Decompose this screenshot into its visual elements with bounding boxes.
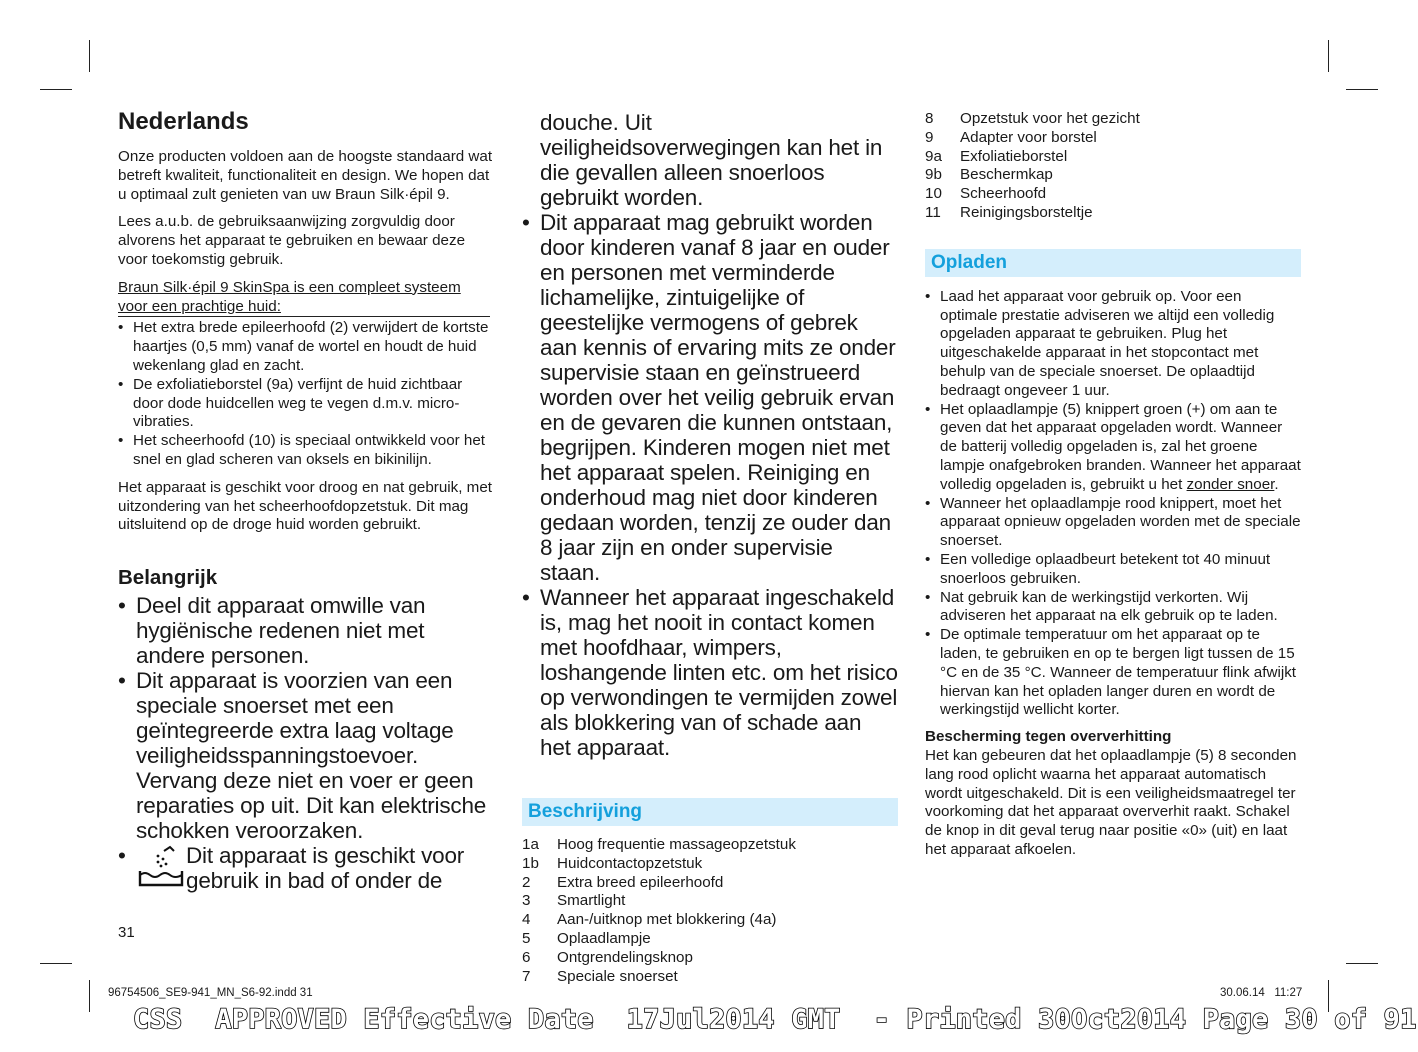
bath-shower-icon [136,843,186,891]
charging-bullet: • De optimale temperatuur om het apparaat op te laden, te gebruiken en op te bergen ligt tussen de 15 °C en de 35 °C. Wanneer de temperatuur flink afwijkt hiervan kan het opladen langer duren en wordt de werkingstijd wellicht korter. [925,626,1301,720]
footer-date: 30.06.14 11:27 [1220,987,1303,999]
column-1 [118,108,494,893]
list-item: 1b Huidcontactopzetstuk [522,854,703,872]
charging-bullet: • Een volledige oplaadbeurt betekent tot 40 minuut snoerloos gebruiken. [925,551,1301,589]
list-item: 8 Opzetstuk voor het gezicht [925,110,1140,127]
list-item: 9a Exfoliatieborstel [925,147,1068,165]
divider [118,316,490,317]
important-bullet: • Dit apparaat is voorzien van een speciale snoerset met een geïntegreerde extra laag voltage veiligheidsspanningstoevoer. Vervang deze niet en voer er geen reparaties op uit. Dit kan elektrische schokken veroorzaken. [118,668,494,843]
crop-mark [89,40,90,72]
charging-bullet: • Wanneer het oplaadlampje rood knippert, moet het apparaat opnieuw opgeladen worden met de speciale snoerset. [925,495,1301,551]
read-instructions-paragraph: Lees a.u.b. de gebruiksaanwijzing zorgvuldig door alvorens het apparaat te gebruiken en bewaar deze voor toekomstig gebruik. [118,213,466,268]
footer-file: 96754506_SE9-941_MN_S6-92.indd 31 [108,987,313,999]
charging-heading: Opladen [925,249,1301,277]
charging-bullet: • Het oplaadlampje (5) knippert groen (+) om aan te geven dat het apparaat opgeladen wordt. Wanneer de batterij volledig opgeladen is, zal het groene lampje onafgebroken branden. Wanneer het apparaat volledig opgeladen is, gebruikt u het zonder snoer. [925,401,1301,495]
list-item: 1a Hoog frequentie massageopzetstuk [522,836,796,853]
crop-mark [1346,89,1378,90]
column-2 [522,110,898,986]
crop-mark [1328,40,1329,72]
cordless-link: zonder snoer [1186,475,1275,493]
overheat-paragraph: Het kan gebeuren dat het oplaadlampje (5) 8 seconden lang rood oplicht waarna het apparaat automatisch wordt uitgeschakeld. Dit is een veiligheidsmaatregel ter voorkoming dat het apparaat oververhit raakt. Schakel de knop in dit geval terug naar positie «0» (uit) en laat het apparaat afkoelen. [925,746,1297,858]
list-item: 2 Extra breed epileerhoofd [522,873,724,891]
crop-mark [40,963,72,964]
list-item: 5 Oplaadlampje [522,929,651,947]
list-item: 4 Aan-/uitknop met blokkering (4a) [522,911,777,929]
bath-bullet-text: • Dit apparaat is geschikt voor gebruik in bad of onder de [186,843,465,894]
charging-bullet: • Laad het apparaat voor gebruik op. Voor een optimale prestatie adviseren we altijd een volledig opgeladen apparaat te gebruiken. Plug het uitgeschakelde apparaat in het stopcontact met behulp van de speciale snoerset. De oplaadtijd bedraagt ongeveer 1 uur. [925,288,1301,401]
important-bullet: • Deel dit apparaat omwille van hygiënische redenen niet met andere personen. [118,593,494,668]
list-item: 9 Adapter voor borstel [925,128,1097,146]
description-list [522,836,898,986]
overheat-heading: Bescherming tegen oververhitting [925,728,1172,746]
safety-bullet: • Dit apparaat mag gebruikt worden door kinderen vanaf 8 jaar en ouder en personen met verminderde lichamelijke, zintuigelijke of geestelijke vermogens of gebrek aan kennis of ervaring mits ze onder supervisie staan en geïnstrueerd worden over het veilig gebruik ervan en de gevaren die kunnen ontstaan, begrijpen. Kinderen mogen niet met het apparaat spelen. Reiniging en onderhoud mag niet door kinderen gedaan worden, tenzij ze ouder dan 8 jaar zijn en onder supervisie staan. [522,210,898,585]
approval-stamp: CSS APPROVED Effective Date 17Jul2014 GMT - Printed 30Oct2014 Page 30 of 91 [133,1004,1417,1035]
description-heading: Beschrijving [522,798,898,826]
wet-dry-paragraph: Het apparaat is geschikt voor droog en nat gebruik, met uitzondering van het scheerhoofdopzetstuk. Dit mag uitsluitend op de droge huid worden gebruikt. [118,478,492,534]
safety-bullet: • Wanneer het apparaat ingeschakeld is, mag het nooit in contact komen met hoofdhaar, wimpers, loshangende linten etc. om het risico op verwondingen te vermijden zowel als blokkering van of schade aan het apparaat. [522,585,898,760]
feature-bullet: • De exfoliatieborstel (9a) verfijnt de huid zichtbaar door dode huidcellen weg te vegen d.m.v. micro-vibraties. [118,376,494,432]
page-title: Nederlands [118,108,249,135]
intro-paragraph: Onze producten voldoen aan de hoogste standaard wat betreft kwaliteit, functionaliteit en design. We hopen dat u optimaal zult genieten van uw Braun Silk·épil 9. [118,148,493,203]
continued-paragraph: douche. Uit veiligheidsoverwegingen kan het in die gevallen alleen snoerloos gebruikt worden. [540,110,883,210]
list-item: 9b Beschermkap [925,166,1053,184]
list-item: 3 Smartlight [522,892,626,910]
page-number: 31 [118,924,135,941]
crop-mark [40,89,72,90]
column-3 [925,110,1301,869]
system-heading: Braun Silk·épil 9 SkinSpa is een compleet systeem voor een prachtige huid: [118,278,461,315]
crop-mark [1346,963,1378,964]
crop-mark [89,980,90,1012]
feature-bullet: • Het scheerhoofd (10) is speciaal ontwikkeld voor het snel en glad scheren van oksels en bikinilijn. [118,432,494,470]
feature-bullet: • Het extra brede epileerhoofd (2) verwijdert de kortste haartjes (0,5 mm) vanaf de wortel en houdt de huid wekenlang glad en zacht. [118,319,494,375]
important-heading: Belangrijk [118,566,218,590]
bath-bullet [118,843,494,893]
list-item: 10 Scheerhoofd [925,185,1047,203]
description-list-continued [925,110,1301,223]
list-item: 7 Speciale snoerset [522,967,678,985]
list-item: 11 Reinigingsborsteltje [925,203,1093,221]
list-item: 6 Ontgrendelingsknop [522,948,693,966]
charging-bullet: • Nat gebruik kan de werkingstijd verkorten. Wij adviseren het apparaat na elk gebruik op te laden. [925,589,1301,627]
